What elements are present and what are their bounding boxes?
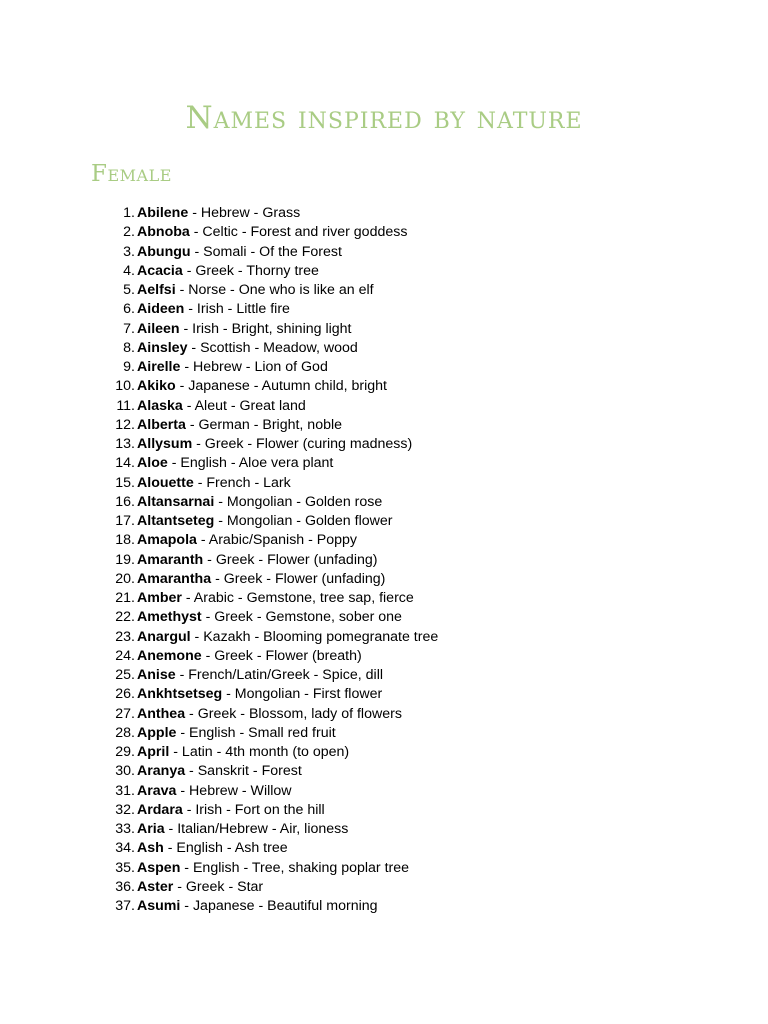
list-item: [100, 628, 438, 647]
list-item: [100, 300, 438, 319]
list-item: [100, 666, 438, 685]
list-item-number: 4.: [123, 262, 135, 279]
list-item: [100, 416, 438, 435]
list-item: [100, 647, 438, 666]
list-item-description: - Greek - Flower (curing madness): [192, 436, 413, 452]
list-item: [100, 724, 438, 743]
list-item-name: Aileen: [137, 320, 180, 337]
list-item: [100, 762, 438, 781]
list-item-description: - Celtic - Forest and river goddess: [189, 224, 408, 241]
list-item-description: - Hebrew - Grass: [188, 205, 301, 221]
list-item: [100, 531, 438, 550]
list-item-name: April: [137, 744, 170, 760]
list-item-name: Abnoba: [137, 224, 190, 241]
list-item-description: - Italian/Hebrew - Air, lioness: [164, 821, 349, 837]
list-item-description: - Arabic/Spanish - Poppy: [196, 532, 358, 549]
section-heading: Female: [91, 161, 172, 187]
list-item-description: - French - Lark: [193, 474, 291, 491]
list-item-description: - Greek - Flower (unfading): [211, 570, 386, 587]
page-title: Names inspired by nature: [185, 100, 583, 136]
list-item: [100, 320, 438, 339]
list-item-number: 17.: [115, 513, 135, 529]
list-item-number: 23.: [115, 628, 135, 645]
list-item-description: - Irish - Little fire: [184, 301, 290, 318]
list-item-description: - Mongolian - First flower: [222, 686, 383, 703]
list-item-name: Anthea: [137, 705, 186, 722]
list-item-description: - Mongolian - Golden flower: [214, 513, 393, 529]
list-item-name: Amaranth: [137, 551, 204, 568]
list-item-description: - Greek - Star: [173, 878, 264, 895]
list-item-number: 16.: [115, 493, 135, 510]
list-item-description: - Hebrew - Lion of God: [180, 359, 328, 375]
list-item-number: 26.: [115, 686, 135, 703]
list-item-description: - Sanskrit - Forest: [185, 763, 302, 780]
list-item-name: Alouette: [137, 474, 194, 491]
list-item-name: Apple: [137, 724, 177, 741]
list-item-description: - Greek - Flower (breath): [201, 647, 362, 664]
list-item-number: 6.: [123, 301, 135, 318]
list-item: [100, 435, 438, 454]
list-item-name: Asumi: [137, 898, 181, 914]
list-item-number: 3.: [123, 243, 135, 260]
list-item-number: 10.: [115, 378, 135, 395]
list-item-name: Alberta: [137, 416, 186, 433]
list-item-name: Aelfsi: [137, 282, 176, 298]
list-item: [100, 397, 438, 416]
list-item-description: - Arabic - Gemstone, tree sap, fierce: [181, 590, 414, 606]
list-item-name: Allysum: [137, 436, 193, 452]
list-item-name: Akiko: [137, 378, 176, 395]
list-item-name: Amber: [137, 590, 182, 606]
list-item-description: - German - Bright, noble: [185, 416, 343, 433]
list-item-description: - Mongolian - Golden rose: [214, 493, 383, 510]
list-item-number: 33.: [115, 821, 135, 837]
list-item: [100, 474, 438, 493]
list-item-number: 35.: [115, 859, 135, 876]
list-item: [100, 223, 438, 242]
list-item: [100, 262, 438, 281]
list-item-name: Abilene: [137, 205, 189, 221]
list-item-name: Ash: [137, 840, 164, 857]
list-item-number: 28.: [115, 724, 135, 741]
list-item-number: 15.: [115, 474, 135, 491]
list-item: [100, 801, 438, 820]
list-item-description: - English - Aloe vera plant: [167, 455, 334, 472]
list-item-description: - English - Small red fruit: [176, 724, 336, 741]
list-item-name: Aster: [137, 878, 174, 895]
list-item: [100, 512, 438, 531]
list-item: [100, 358, 438, 377]
list-item-number: 29.: [115, 744, 135, 760]
list-item-description: - Japanese - Autumn child, bright: [175, 378, 387, 395]
list-item-number: 37.: [115, 898, 135, 914]
list-item-number: 36.: [115, 878, 135, 895]
list-item-number: 7.: [123, 320, 135, 337]
list-item-description: - Greek - Gemstone, sober one: [201, 609, 402, 626]
list-item-name: Ankhtsetseg: [137, 686, 223, 703]
list-item-number: 11.: [116, 397, 135, 414]
list-item-name: Aspen: [137, 859, 181, 876]
list-item-number: 1.: [123, 205, 135, 221]
list-item-number: 5.: [123, 282, 135, 298]
list-item: [100, 454, 438, 473]
list-item-number: 20.: [115, 570, 135, 587]
list-item-name: Alaska: [137, 397, 183, 414]
list-item-description: - English - Ash tree: [163, 840, 288, 857]
list-item-number: 18.: [115, 532, 135, 549]
list-item: [100, 859, 438, 878]
list-item-name: Aideen: [137, 301, 185, 318]
list-item: [100, 897, 438, 916]
list-item: [100, 705, 438, 724]
list-item: [100, 551, 438, 570]
list-item-number: 27.: [115, 705, 135, 722]
list-item: [100, 820, 438, 839]
list-item-name: Amarantha: [137, 570, 212, 587]
list-item-number: 34.: [115, 840, 135, 857]
list-item-name: Arava: [137, 782, 177, 799]
list-item-description: - Greek - Flower (unfading): [203, 551, 378, 568]
list-item-description: - Scottish - Meadow, wood: [187, 339, 358, 356]
list-item: [100, 570, 438, 589]
list-item-number: 19.: [115, 551, 135, 568]
list-item-description: - Greek - Thorny tree: [182, 262, 319, 279]
list-item-name: Anemone: [137, 647, 202, 664]
list-item-number: 31.: [115, 782, 135, 799]
list-item: [100, 782, 438, 801]
list-item-description: - Aleut - Great land: [182, 397, 306, 414]
list-item-name: Altantseteg: [137, 513, 215, 529]
list-item-name: Amethyst: [137, 609, 202, 626]
list-item-name: Aranya: [137, 763, 186, 780]
list-item: [100, 243, 438, 262]
list-item-name: Aloe: [137, 455, 168, 472]
list-item-number: 2.: [123, 224, 135, 241]
list-item-number: 24.: [115, 647, 135, 664]
list-item-description: - Kazakh - Blooming pomegranate tree: [190, 628, 439, 645]
names-list: [100, 204, 438, 916]
list-item-description: - Norse - One who is like an elf: [175, 282, 374, 298]
list-item: [100, 878, 438, 897]
list-item-description: - Latin - 4th month (to open): [169, 744, 350, 760]
list-item: [100, 743, 438, 762]
list-item-number: 14.: [115, 455, 135, 472]
list-item-number: 9.: [123, 359, 135, 375]
list-item-name: Abungu: [137, 243, 191, 260]
list-item: [100, 608, 438, 627]
list-item-name: Altansarnai: [137, 493, 215, 510]
list-item-name: Ainsley: [137, 339, 188, 356]
list-item: [100, 839, 438, 858]
list-item: [100, 339, 438, 358]
list-item-description: - Greek - Blossom, lady of flowers: [185, 705, 402, 722]
list-item: [100, 281, 438, 300]
list-item-number: 12.: [115, 416, 135, 433]
list-item-number: 13.: [115, 436, 135, 452]
list-item-name: Ardara: [137, 801, 183, 818]
list-item-description: - Japanese - Beautiful morning: [180, 898, 378, 914]
list-item-description: - English - Tree, shaking poplar tree: [180, 859, 410, 876]
list-item-number: 22.: [115, 609, 135, 626]
list-item-number: 32.: [115, 801, 135, 818]
list-item: [100, 685, 438, 704]
list-item-number: 30.: [115, 763, 135, 780]
list-item-name: Acacia: [137, 262, 183, 279]
list-item: [100, 204, 438, 223]
list-item-description: - Hebrew - Willow: [176, 782, 292, 799]
list-item-name: Airelle: [137, 359, 181, 375]
list-item-description: - French/Latin/Greek - Spice, dill: [175, 667, 384, 683]
list-item: [100, 493, 438, 512]
list-item: [100, 589, 438, 608]
list-item-description: - Somali - Of the Forest: [190, 243, 342, 260]
list-item-name: Anargul: [137, 628, 191, 645]
list-item-description: - Irish - Bright, shining light: [179, 320, 352, 337]
list-item-name: Anise: [137, 667, 176, 683]
list-item-number: 8.: [123, 339, 135, 356]
list-item-number: 25.: [115, 667, 135, 683]
list-item-name: Aria: [137, 821, 165, 837]
list-item-description: - Irish - Fort on the hill: [182, 801, 325, 818]
list-item: [100, 377, 438, 396]
list-item-name: Amapola: [137, 532, 197, 549]
list-item-number: 21.: [115, 590, 135, 606]
